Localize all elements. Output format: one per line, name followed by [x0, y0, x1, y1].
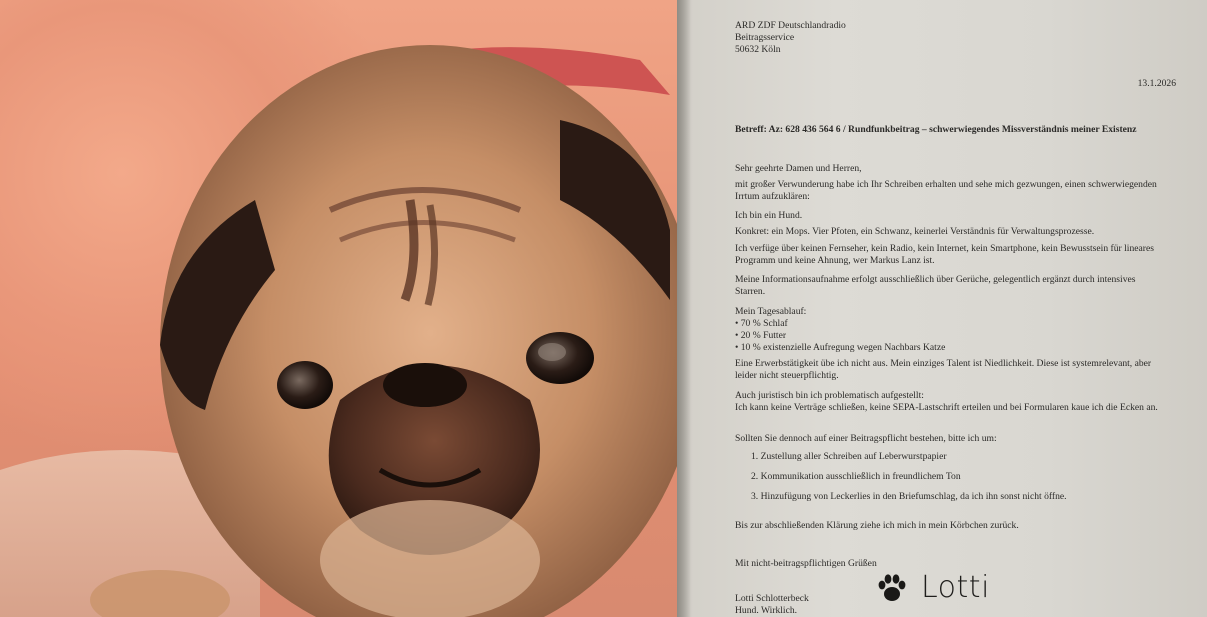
- address-line: Beitragsservice: [735, 31, 795, 43]
- letter-subject: Betreff: Az: 628 436 564 6 / Rundfunkbeitrag – schwerwiegendes Missverständnis meiner Existenz: [735, 124, 1137, 135]
- paragraph-basket: Bis zur abschließenden Klärung ziehe ich mich in mein Körbchen zurück.: [735, 520, 1019, 531]
- signature-note: Hund. Wirklich.: [735, 605, 798, 616]
- routine-item: • 20 % Futter: [735, 330, 787, 341]
- paragraph-employment: Eine Erwerbstätigkeit übe ich nicht aus. Mein einziges Talent ist Niedlichkeit. Diese ist systemrelevant, aber leider nicht steuerpflichtig.: [735, 358, 1152, 381]
- paw-print-icon: [877, 572, 907, 604]
- routine-item: • 70 % Schlaf: [735, 318, 788, 329]
- handwritten-signature: Lotti: [921, 570, 990, 605]
- paragraph-request-intro: Sollten Sie dennoch auf einer Beitragspflicht bestehen, bitte ich um:: [735, 433, 997, 444]
- list-item: 3. Hinzufügung von Leckerlies in den Briefumschlag, da ich ihn sonst nicht öffne.: [751, 490, 1067, 502]
- routine-title: Mein Tagesablauf:: [735, 306, 807, 317]
- request-list: [751, 451, 1161, 511]
- paper-edge-shadow: [677, 0, 691, 617]
- paragraph-legal: Ich kann keine Verträge schließen, keine SEPA-Lastschrift erteilen und bei Formularen kaue ich die Ecken an.: [735, 402, 1158, 413]
- paragraph-information: Meine Informationsaufnahme erfolgt ausschließlich über Gerüche, gelegentlich ergänzt durch intensives Starren.: [735, 274, 1136, 297]
- salutation: Sehr geehrte Damen und Herren,: [735, 163, 862, 174]
- letter-date: 13.1.2026: [1137, 78, 1176, 89]
- paragraph-legal-intro: Auch juristisch bin ich problematisch aufgestellt:: [735, 390, 924, 401]
- paragraph-devices: Ich verfüge über keinen Fernseher, kein Radio, kein Internet, kein Smartphone, kein Bewusstsein für lineares Programm und keine Ahnung, wer Markus Lanz ist.: [735, 243, 1154, 266]
- letter-photo: [677, 0, 1207, 617]
- list-item: 1. Zustellung aller Schreiben auf Leberwurstpapier: [751, 451, 947, 462]
- closing: Mit nicht-beitragspflichtigen Grüßen: [735, 558, 877, 569]
- list-item: 2. Kommunikation ausschließlich in freundlichem Ton: [751, 470, 961, 482]
- paragraph-intro: mit großer Verwunderung habe ich Ihr Schreiben erhalten und sehe mich gezwungen, einen schwerwiegenden Irrtum aufzuklären:: [735, 179, 1157, 202]
- paragraph-pug: Konkret: ein Mops. Vier Pfoten, ein Schwanz, keinerlei Verständnis für Verwaltungsprozesse.: [735, 226, 1095, 237]
- address-line: ARD ZDF Deutschlandradio: [735, 20, 846, 31]
- address-line: 50632 Köln: [735, 43, 781, 55]
- paragraph-dog: Ich bin ein Hund.: [735, 210, 803, 221]
- recipient-address: [735, 20, 1175, 55]
- signature-name: Lotti Schlotterbeck: [735, 593, 809, 604]
- routine-item: • 10 % existenzielle Aufregung wegen Nachbars Katze: [735, 342, 946, 353]
- letter: [735, 20, 1176, 616]
